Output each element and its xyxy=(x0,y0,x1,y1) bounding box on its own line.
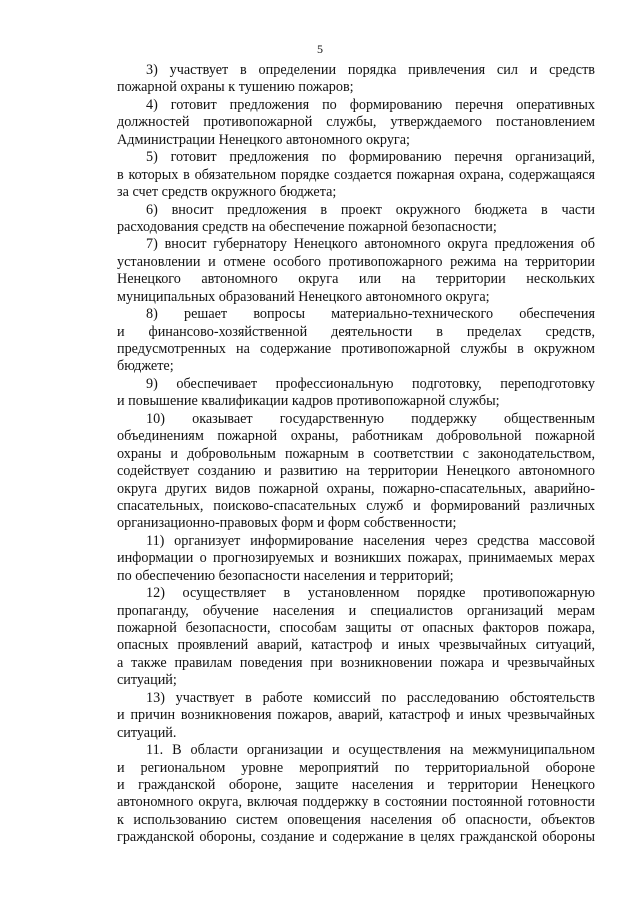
text-line: расходования средств на обеспечение пожарной безопасности; xyxy=(117,218,497,235)
text-line: предусмотренных на содержание противопожарной службы в окружном xyxy=(117,341,595,357)
text-line: пожарной безопасности, способам защиты от опасных факторов пожара, xyxy=(117,620,595,636)
text-line: по обеспечению безопасности населения и территорий; xyxy=(117,567,454,584)
text-line: в которых в обязательном порядке создается пожарная охрана, содержащаяся xyxy=(117,166,595,183)
text-line: пропаганду, обучение населения и специалистов организаций мерам xyxy=(117,602,595,619)
document-body xyxy=(117,62,595,847)
text-line: и региональном уровне мероприятий по территориальной обороне xyxy=(117,759,595,776)
text-line: гражданской обороны, создание и содержание в целях гражданской обороны xyxy=(117,829,595,846)
text-line: округа других видов пожарной охраны, пожарно-спасательных, аварийно- xyxy=(117,480,595,497)
text-line: 13) участвует в работе комиссий по расследованию обстоятельств xyxy=(146,689,595,706)
page-number: 5 xyxy=(317,42,323,56)
text-line: 8) решает вопросы материально-технического обеспечения xyxy=(146,306,595,323)
text-line: бюджете; xyxy=(117,358,174,375)
text-line: 6) вносит предложения в проект окружного бюджета в части xyxy=(146,201,595,218)
text-line: 9) обеспечивает профессиональную подготовку, переподготовку xyxy=(146,375,595,392)
text-line: 5) готовит предложения по формированию перечня организаций, xyxy=(146,149,595,166)
text-line: объединениям пожарной охраны, работникам добровольной пожарной xyxy=(117,428,595,445)
text-line: 11) организует информирование населения через средства массовой xyxy=(146,532,595,549)
text-line: и причин возникновения пожаров, аварий, катастроф и иных чрезвычайных xyxy=(117,707,595,724)
text-line: 3) участвует в определении порядка привлечения сил и средств xyxy=(146,62,595,78)
text-line: автономного округа, включая поддержку в состоянии постоянной готовности xyxy=(117,794,595,811)
text-line: охраны и добровольным пожарным в соответствии с законодательством, xyxy=(117,445,595,462)
text-line: 7) вносит губернатору Ненецкого автономного округа предложения об xyxy=(146,236,595,253)
text-line: спасательных, поисково-спасательных служб и формирований различных xyxy=(117,497,595,514)
text-line: муниципальных образований Ненецкого автономного округа; xyxy=(117,288,490,305)
text-line: к использованию систем оповещения населения об опасности, объектов xyxy=(117,811,595,828)
text-line: 4) готовит предложения по формированию перечня оперативных xyxy=(146,96,595,113)
text-line: 10) оказывает государственную поддержку общественным xyxy=(146,410,595,427)
text-line: установлении и отмене особого противопожарного режима на территории xyxy=(117,253,595,270)
text-line: должностей противопожарной службы, утверждаемого постановлением xyxy=(117,114,595,131)
text-line: информации о прогнозируемых и возникших пожарах, принимаемых мерах xyxy=(117,550,595,567)
text-line: ситуаций; xyxy=(117,672,177,689)
text-line: Администрации Ненецкого автономного округа; xyxy=(117,131,410,148)
text-line: и повышение квалификации кадров противопожарной службы; xyxy=(117,393,500,410)
text-line: пожарной охраны к тушению пожаров; xyxy=(117,79,354,96)
text-line: Ненецкого автономного округа или на территории нескольких xyxy=(117,271,595,288)
text-line: и гражданской обороне, защите населения и территории Ненецкого xyxy=(117,776,595,793)
text-line: 11. В области организации и осуществления на межмуниципальном xyxy=(146,742,595,759)
text-line: организационно-правовых форм и форм собственности; xyxy=(117,515,457,532)
text-line: и финансово-хозяйственной деятельности в пределах средств, xyxy=(117,323,595,340)
text-line: содействует созданию и развитию на территории Ненецкого автономного xyxy=(117,463,595,480)
text-line: опасных проявлений аварий, катастроф и иных чрезвычайных ситуаций, xyxy=(117,637,595,654)
text-line: 12) осуществляет в установленном порядке противопожарную xyxy=(146,585,595,602)
text-line: ситуаций. xyxy=(117,724,177,741)
text-line: за счет средств окружного бюджета; xyxy=(117,184,337,201)
text-line: а также правилам поведения при возникновении пожара и чрезвычайных xyxy=(117,654,595,671)
